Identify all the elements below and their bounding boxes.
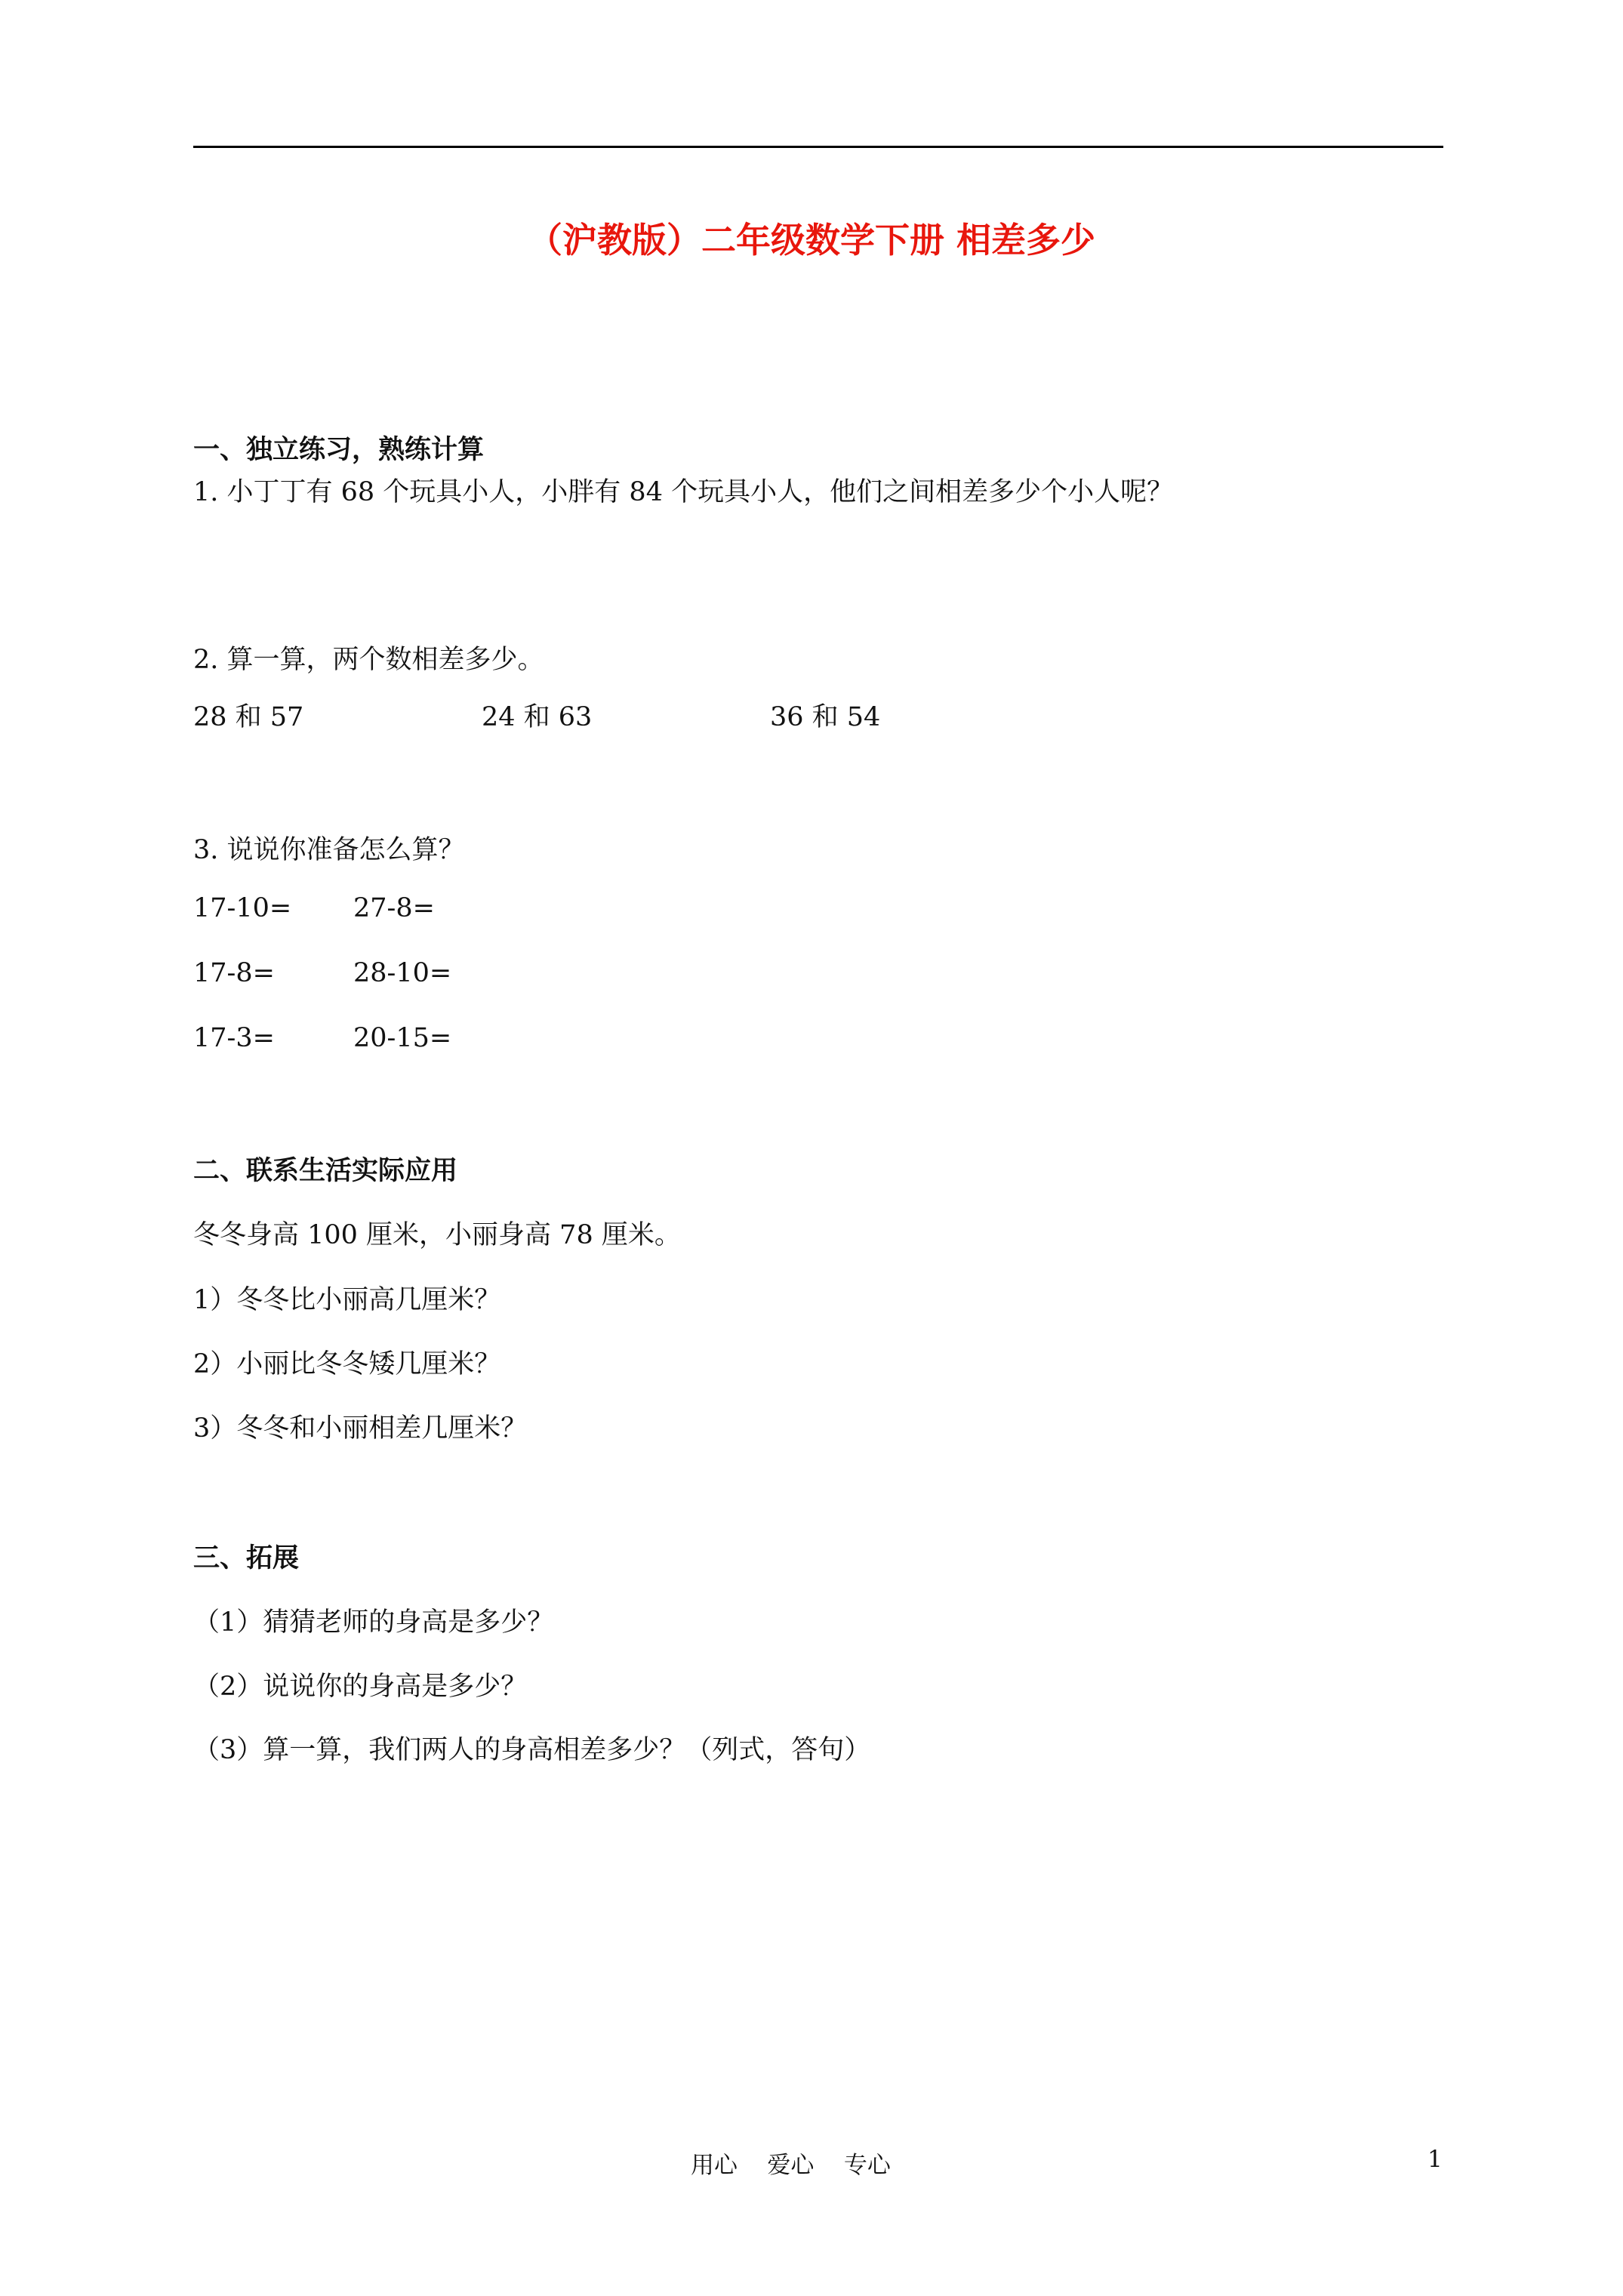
expression: 17-3=	[193, 1023, 275, 1053]
section-3-heading: 三、拓展	[193, 1542, 300, 1573]
section-3-question: （2）说说你的身高是多少？	[193, 1672, 528, 1702]
question-3-prompt: 3. 说说你准备怎么算？	[193, 835, 465, 865]
section-1-heading: 一、独立练习，熟练计算	[193, 434, 485, 465]
section-2-question: 2）小丽比冬冬矮几厘米？	[193, 1349, 501, 1379]
number-pair-1: 28 和 57	[193, 702, 304, 732]
header-rule	[193, 146, 1443, 148]
section-2-intro: 冬冬身高 100 厘米，小丽身高 78 厘米。	[193, 1220, 681, 1250]
section-2-question: 3）冬冬和小丽相差几厘米？	[193, 1413, 528, 1444]
expression: 17-10=	[193, 893, 292, 923]
page-number: 1	[1427, 2146, 1443, 2173]
number-pair-2: 24 和 63	[482, 702, 593, 732]
expression: 20-15=	[353, 1023, 452, 1053]
section-3-question: （1）猜猜老师的身高是多少？	[193, 1607, 554, 1638]
question-1: 1. 小丁丁有 68 个玩具小人，小胖有 84 个玩具小人，他们之间相差多少个小人呢？	[193, 477, 1174, 507]
expression: 28-10=	[353, 958, 452, 988]
expression: 27-8=	[353, 893, 435, 923]
number-pair-3: 36 和 54	[770, 702, 881, 732]
question-2-prompt: 2. 算一算，两个数相差多少。	[193, 645, 544, 675]
expression: 17-8=	[193, 958, 275, 988]
page-title: （沪教版）二年级数学下册 相差多少	[527, 220, 1095, 260]
section-3-question: （3）算一算，我们两人的身高相差多少？（列式，答句）	[193, 1735, 871, 1765]
footer-motto: 用心 爱心 专心	[691, 2152, 891, 2179]
section-2-heading: 二、联系生活实际应用	[193, 1155, 458, 1186]
section-2-question: 1）冬冬比小丽高几厘米？	[193, 1285, 501, 1315]
